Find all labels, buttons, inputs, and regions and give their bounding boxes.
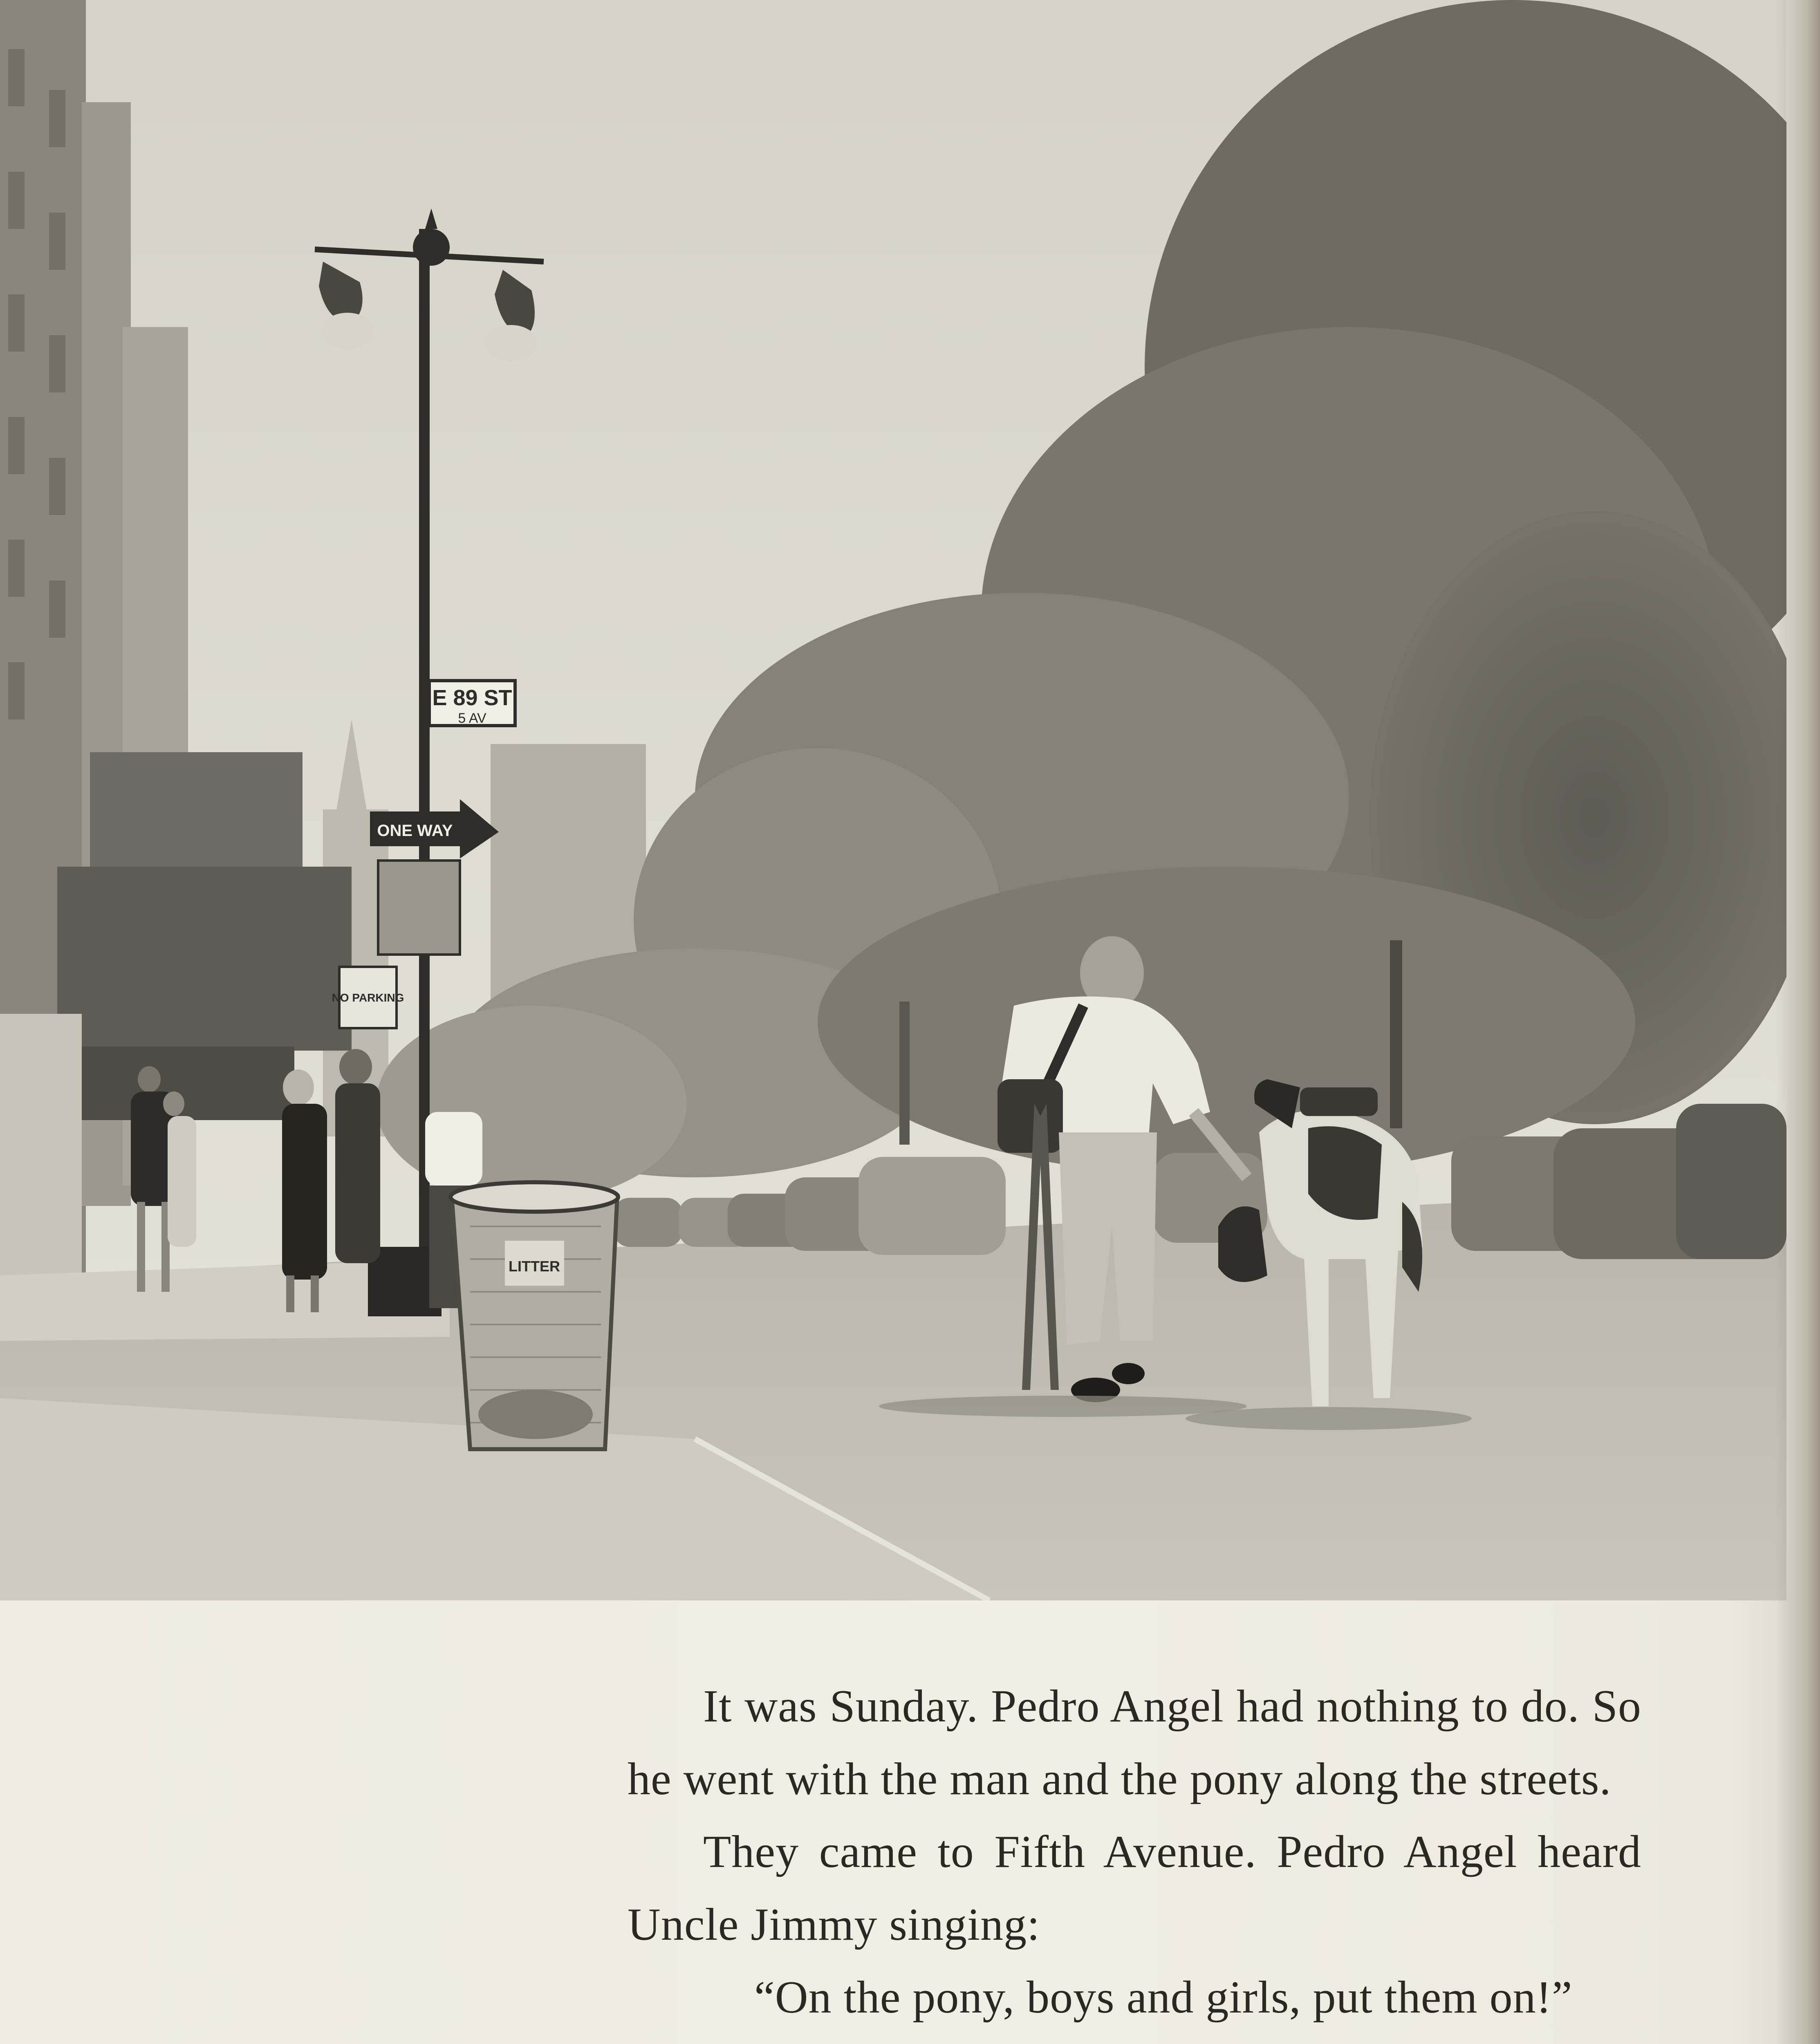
no-parking-sign (332, 967, 404, 1028)
song-lyric: “On the pony, boys and girls, put them on!” (754, 1972, 1573, 2023)
paragraph-2: They came to Fifth Avenue. Pedro Angel heard Uncle Jimmy singing: (628, 1827, 1641, 1950)
litter-basket-label: LITTER (509, 1258, 560, 1275)
paragraph-3 (628, 2034, 1641, 2044)
paragraph-1: It was Sunday. Pedro Angel had nothing to do. So he went with the man and the pony along the streets. (628, 1681, 1641, 1804)
street-sign (429, 681, 515, 726)
litter-basket (451, 1182, 618, 1449)
street-sign-89th: E 89 ST (432, 686, 512, 710)
no-parking-sign-text: NO PARKING (332, 991, 404, 1004)
one-way-sign-text: ONE WAY (377, 822, 453, 840)
page-binding-shadow (1775, 0, 1820, 2044)
story-text (628, 1670, 1641, 2044)
street-sign-5th-ave: 5 AV (458, 710, 486, 726)
